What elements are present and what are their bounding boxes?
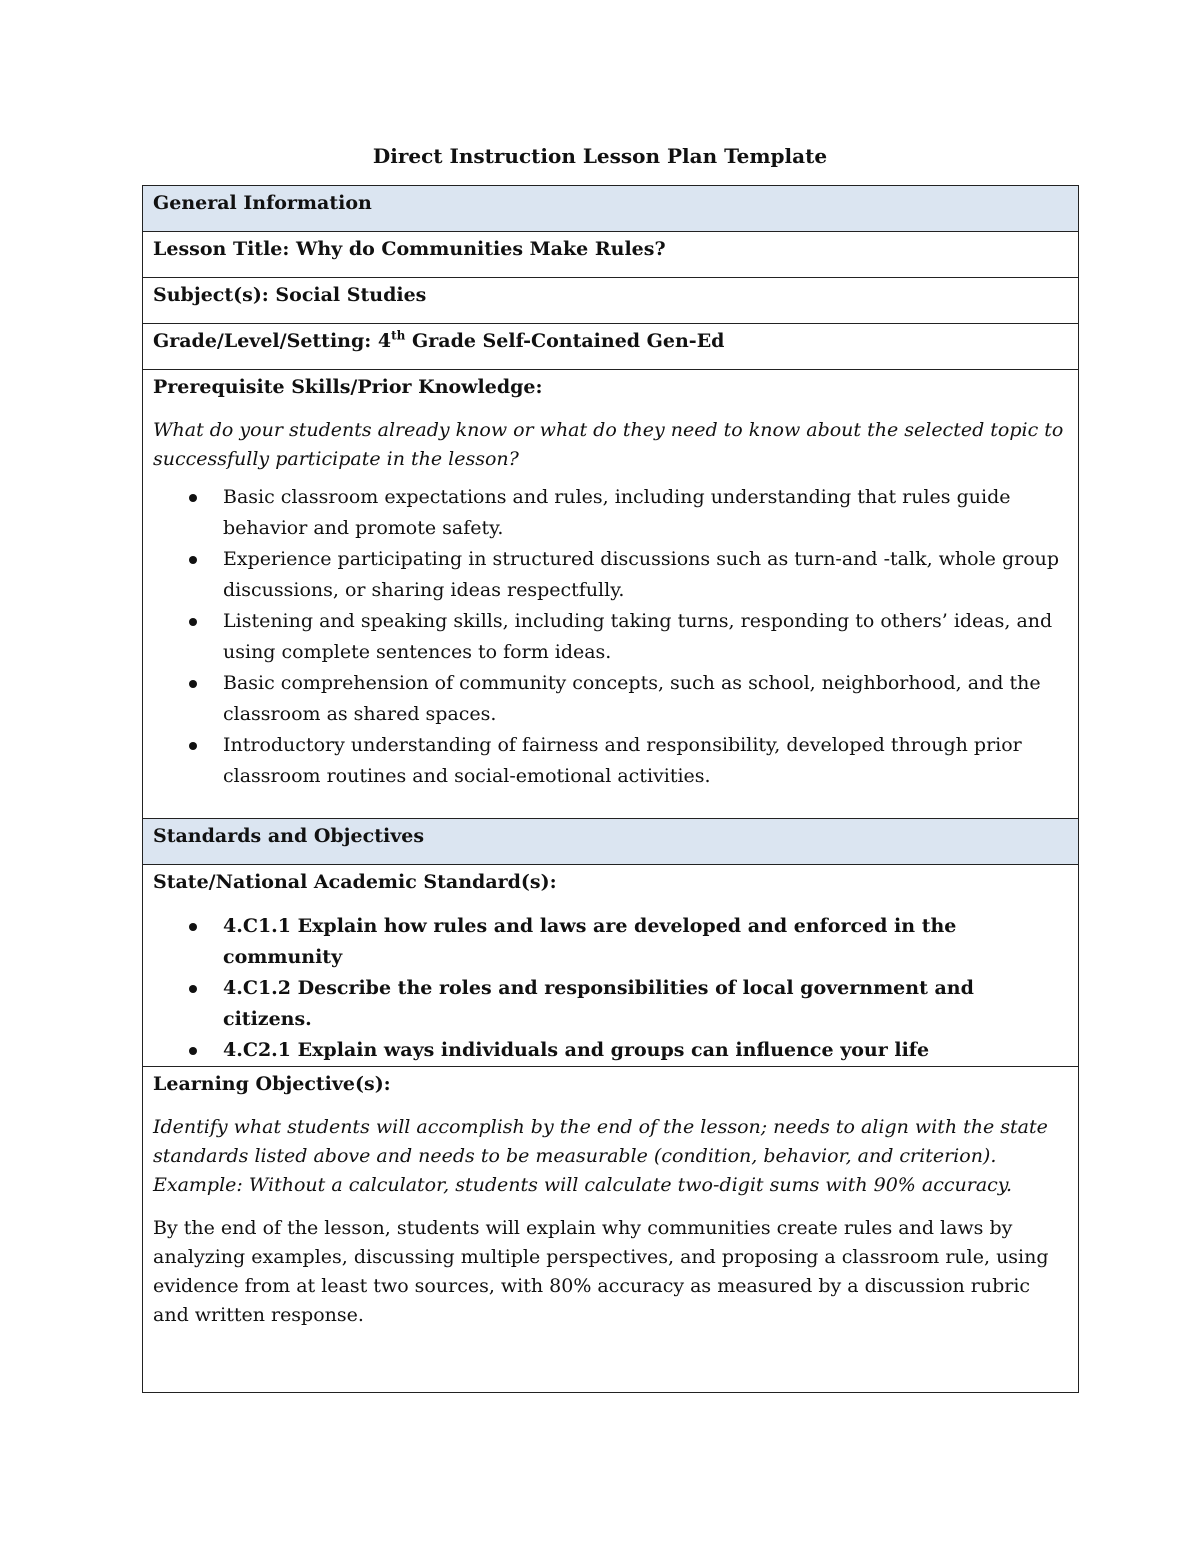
prerequisites-label: Prerequisite Skills/Prior Knowledge:	[153, 376, 543, 398]
standards-header	[143, 819, 1078, 865]
prerequisites-prompt: What do your students already know or what do they need to know about the selected topic to successfully participate in the lesson?	[153, 419, 1064, 470]
subjects-row	[143, 278, 1078, 324]
prerequisites-list	[153, 482, 1068, 792]
lesson-title: Lesson Title: Why do Communities Make Rules?	[153, 238, 666, 260]
grade-level-superscript: th	[391, 328, 406, 343]
list-item: Basic comprehension of community concepts, such as school, neighborhood, and the classroom as shared spaces.	[223, 668, 1068, 730]
lesson-title-row	[143, 232, 1078, 278]
general-information-header	[143, 186, 1078, 232]
page-title: Direct Instruction Lesson Plan Template	[372, 144, 828, 168]
grade-level-label: Grade/Level/Setting: 4	[153, 330, 392, 352]
grade-level-rest: Grade Self-Contained Gen-Ed	[405, 330, 725, 352]
subjects: Subject(s): Social Studies	[153, 284, 427, 306]
list-item: Experience participating in structured discussions such as turn-and -talk, whole group discussions, or sharing ideas respectfully.	[223, 544, 1068, 606]
objectives-row	[143, 1067, 1078, 1392]
standards-list	[153, 911, 1068, 1066]
standards-header-label: Standards and Objectives	[153, 825, 425, 847]
list-item: 4.C1.2 Describe the roles and responsibilities of local government and citizens.	[223, 973, 1068, 1035]
list-item: Basic classroom expectations and rules, including understanding that rules guide behavior and promote safety.	[223, 482, 1068, 544]
objectives-response: By the end of the lesson, students will explain why communities create rules and laws by analyzing examples, discussing multiple perspectives, and proposing a classroom rule, using evidence from at least two sources, with 80% accuracy as measured by a discussion rubric and written response.	[153, 1217, 1049, 1326]
lesson-plan-table	[142, 185, 1079, 1393]
prerequisites-row	[143, 370, 1078, 819]
objectives-label: Learning Objective(s):	[153, 1073, 391, 1095]
list-item: Introductory understanding of fairness and responsibility, developed through prior classroom routines and social-emotional activities.	[223, 730, 1068, 792]
grade-level-row	[143, 324, 1078, 370]
standards-label: State/National Academic Standard(s):	[153, 871, 557, 893]
list-item: 4.C2.1 Explain ways individuals and groups can influence your life	[223, 1035, 1068, 1066]
objectives-prompt: Identify what students will accomplish by the end of the lesson; needs to align with the state standards listed above and needs to be measurable (condition, behavior, and criterion). Example: Without a calculator, students will calculate two-digit sums with 90% accuracy.	[153, 1116, 1048, 1196]
general-information-label: General Information	[153, 192, 372, 214]
list-item: 4.C1.1 Explain how rules and laws are developed and enforced in the community	[223, 911, 1068, 973]
standards-row	[143, 865, 1078, 1067]
list-item: Listening and speaking skills, including taking turns, responding to others’ ideas, and using complete sentences to form ideas.	[223, 606, 1068, 668]
